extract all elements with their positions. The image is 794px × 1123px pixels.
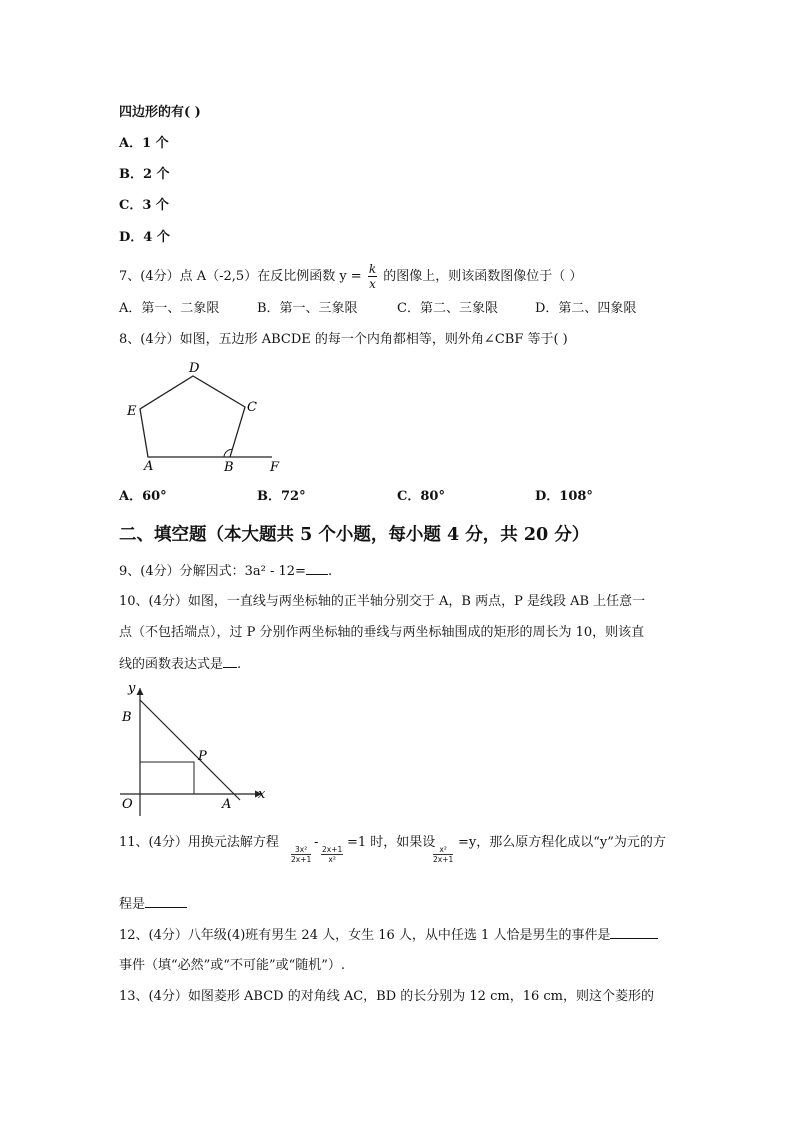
q11-line-2: 程是 [119,897,146,912]
line-ab [140,700,240,800]
q10-line-2: 点（不包括端点），过 P 分别作两坐标轴的垂线与两坐标轴围成的矩形的周长为 10，则该直 [119,625,645,640]
q8-option-c: C．80° [397,489,445,504]
q11-line-2-wrap [119,895,187,914]
q8-option-d: D．108° [535,489,593,504]
q8-option-a: A．60° [119,489,167,504]
q11-f2-denominator: x² [328,855,336,864]
q7-option-d: D．第二、四象限 [535,301,637,316]
q7-frac-denominator: x [369,277,376,291]
q8-option-b: B．72° [257,489,306,504]
q10-line-3-wrap [119,655,241,674]
label-d: D [189,361,200,376]
q7-option-c: C．第二、三象限 [397,301,498,316]
q12-line-1: 12、(4分）八年级(4)班有男生 24 人，女生 16 人，从中任选 1 人恰是男生的事件是 [119,928,611,943]
q7-suffix: 的图像上，则该函数图像位于（ ） [383,269,583,284]
label-p: P [198,749,207,764]
q11-f3-denominator: 2x+1 [433,855,454,864]
q7-prefix: 7、(4分）点 A（-2,5）在反比例函数 y = [119,269,362,284]
y-axis-arrow-icon [137,688,144,695]
coordinate-figure [112,676,282,821]
label-b: B [122,710,132,725]
q10-line-1: 10、(4分）如图，一直线与两坐标轴的正半轴分别交于 A，B 两点，P 是线段 AB 上任意一 [119,594,646,609]
q9-answer-blank[interactable] [306,562,328,575]
q12-line-2: 事件（填“必然”或“不可能”或“随机”）. [119,958,346,973]
pentagon-figure [118,356,298,476]
q11-f1-numerator: 3x² [291,845,311,855]
q11-fraction-1 [291,845,311,864]
label-f: F [270,460,280,475]
q8-options [119,488,679,506]
label-o: O [122,797,133,812]
q6-option-d: D．4 个 [119,230,170,245]
q7-option-a: A．第一、二象限 [119,301,220,316]
q12-line-1-wrap [119,926,658,945]
section-2-title: 二、填空题（本大题共 5 个小题，每小题 4 分，共 20 分） [119,525,590,545]
pentagon-abcde [140,376,245,457]
q7-stem [119,260,582,294]
q12-answer-blank[interactable] [610,926,658,939]
label-x: x [258,787,266,802]
q11-prefix: 11、(4分）用换元法解方程 [119,835,279,850]
q11-f1-denominator: 2x+1 [291,855,312,864]
q10-line-3: 线的函数表达式是 [119,657,224,672]
q11-answer-blank[interactable] [145,895,187,908]
q9-stem [119,562,332,581]
q11-f3-numerator: x² [433,845,453,855]
q6-continuation: 四边形的有( ) [119,105,201,120]
q9-end: . [327,564,333,579]
label-e: E [127,404,137,419]
q10-answer-blank[interactable] [223,655,237,668]
q6-option-c: C．3 个 [119,198,169,213]
q7-fraction [368,262,377,291]
q7-options [119,300,679,318]
q11-fraction-2 [321,845,343,864]
label-y: y [128,681,136,696]
q6-option-a: A．1 个 [119,136,169,151]
q6-option-b: B．2 个 [119,167,170,182]
q11-mid: =1 时，如果设 [347,835,436,850]
label-a: A [144,459,154,474]
q11-after: =y，那么原方程化成以“y”为元的方 [458,835,666,850]
q7-option-b: B．第一、三象限 [257,301,358,316]
label-c: C [247,400,257,415]
label-b: B [224,460,234,475]
q11-fraction-3 [433,845,453,864]
q13-line-1: 13、(4分）如图菱形 ABCD 的对角线 AC，BD 的长分别为 12 cm，16 cm，则这个菱形的 [119,989,654,1004]
q11-f2-numerator: 2x+1 [322,845,343,854]
q10-end: . [237,657,242,672]
q11-minus: - [314,835,319,850]
label-a: A [222,797,232,812]
q8-stem: 8、(4分）如图，五边形 ABCDE 的每一个内角都相等，则外角∠CBF 等于( ) [119,332,568,347]
q9-text: 9、(4分）分解因式：3a² - 12= [119,564,306,579]
q7-frac-numerator: k [368,262,377,276]
rectangle-perpendiculars [140,762,194,794]
